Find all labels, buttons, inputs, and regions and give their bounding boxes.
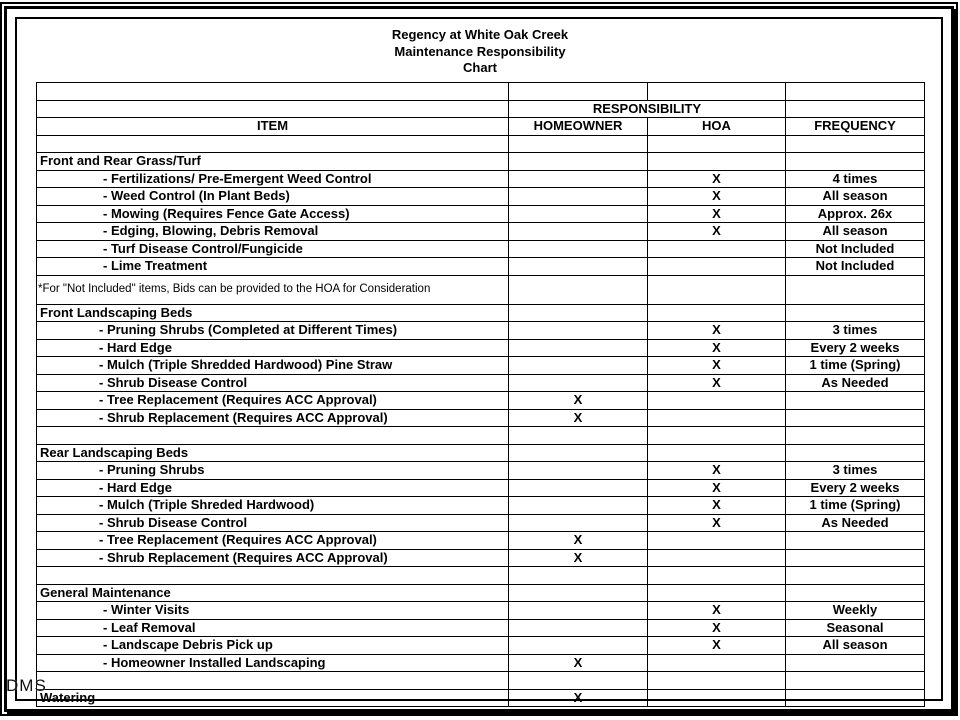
frequency-cell [786,392,925,410]
frequency-cell: Not Included [786,240,925,258]
hoa-cell [648,549,786,567]
item-cell: - Mulch (Triple Shredded Hardwood) Pine Straw [37,357,509,375]
table-row [37,497,925,515]
item-cell: - Weed Control (In Plant Beds) [37,188,509,206]
doc-title-line-1: Regency at White Oak Creek [391,27,569,42]
blank-row [37,427,925,445]
frequency-cell: As Needed [786,374,925,392]
homeowner-cell [509,374,648,392]
homeowner-cell [509,619,648,637]
homeowner-cell: X [509,409,648,427]
hoa-cell: X [648,339,786,357]
hoa-cell: X [648,637,786,655]
item-cell: - Shrub Replacement (Requires ACC Approval) [37,549,509,567]
homeowner-cell [509,479,648,497]
responsibility-header: RESPONSIBILITY [509,100,786,118]
item-cell: - Hard Edge [37,479,509,497]
section-title-turf: Front and Rear Grass/Turf [37,153,509,171]
table-row [37,637,925,655]
note-row [37,275,925,304]
item-cell: - Tree Replacement (Requires ACC Approval) [37,532,509,550]
table-row [37,357,925,375]
homeowner-cell [509,339,648,357]
blank-row [37,672,925,690]
item-cell: - Pruning Shrubs [37,462,509,480]
table-row [37,392,925,410]
frequency-cell: 3 times [786,322,925,340]
table-row [37,602,925,620]
hoa-cell: X [648,462,786,480]
doc-title-line-2: Maintenance Responsibility [394,44,566,59]
section-row [37,304,925,322]
frequency-cell: Weekly [786,602,925,620]
section-row [37,153,925,171]
homeowner-cell [509,205,648,223]
item-cell: - Mulch (Triple Shreded Hardwood) [37,497,509,515]
hoa-cell: X [648,497,786,515]
item-cell: - Shrub Disease Control [37,374,509,392]
homeowner-header: HOMEOWNER [509,118,648,136]
table-row [37,514,925,532]
frequency-cell: Seasonal [786,619,925,637]
table-row [37,409,925,427]
table-row [37,374,925,392]
hoa-cell: X [648,374,786,392]
homeowner-cell: X [509,392,648,410]
frequency-cell: 3 times [786,462,925,480]
homeowner-cell [509,188,648,206]
doc-title-line-3: Chart [463,60,497,75]
hoa-cell: X [648,619,786,637]
hoa-cell: X [648,514,786,532]
frequency-cell: 4 times [786,170,925,188]
frequency-cell [786,654,925,672]
hoa-cell: X [648,602,786,620]
homeowner-cell: X [509,532,648,550]
table-row [37,170,925,188]
item-cell: - Shrub Replacement (Requires ACC Approval) [37,409,509,427]
responsibility-table [36,82,925,707]
homeowner-cell [509,637,648,655]
homeowner-cell: X [509,549,648,567]
table-row [37,188,925,206]
frequency-cell: 1 time (Spring) [786,357,925,375]
table-row [37,322,925,340]
table-row [37,258,925,276]
section-title-rear-beds: Rear Landscaping Beds [37,444,509,462]
table-row [37,462,925,480]
table-row [37,654,925,672]
hoa-cell: X [648,170,786,188]
homeowner-cell [509,170,648,188]
homeowner-cell: X [509,654,648,672]
watering-item-cell: Watering [37,689,509,707]
table-row [37,689,925,707]
homeowner-cell [509,240,648,258]
homeowner-cell [509,497,648,515]
item-cell: - Fertilizations/ Pre-Emergent Weed Control [37,170,509,188]
hoa-cell [648,532,786,550]
table-row [37,619,925,637]
frequency-cell: All season [786,637,925,655]
homeowner-cell [509,223,648,241]
blank-row [37,567,925,585]
hoa-cell: X [648,223,786,241]
item-cell: - Mowing (Requires Fence Gate Access) [37,205,509,223]
item-cell: - Homeowner Installed Landscaping [37,654,509,672]
item-cell: - Leaf Removal [37,619,509,637]
frequency-cell: Not Included [786,258,925,276]
table-row [37,339,925,357]
item-cell: - Hard Edge [37,339,509,357]
frequency-cell [786,549,925,567]
item-cell: - Landscape Debris Pick up [37,637,509,655]
frequency-cell: All season [786,223,925,241]
item-cell: - Winter Visits [37,602,509,620]
hoa-cell [648,409,786,427]
hoa-cell [648,258,786,276]
header-row-columns [37,118,925,136]
table-row [37,549,925,567]
item-cell: - Edging, Blowing, Debris Removal [37,223,509,241]
hoa-cell [648,689,786,707]
frequency-cell: As Needed [786,514,925,532]
homeowner-cell [509,258,648,276]
hoa-header: HOA [648,118,786,136]
hoa-cell [648,654,786,672]
homeowner-cell [509,602,648,620]
hoa-cell: X [648,322,786,340]
frequency-cell [786,689,925,707]
section-row [37,444,925,462]
item-cell: - Turf Disease Control/Fungicide [37,240,509,258]
table-row [37,532,925,550]
watermark-text: DMS [6,676,47,695]
header-row-responsibility [37,100,925,118]
not-included-note: *For "Not Included" items, Bids can be provided to the HOA for Consideration [37,275,509,304]
homeowner-cell [509,357,648,375]
frequency-cell: Every 2 weeks [786,339,925,357]
section-title-general: General Maintenance [37,584,509,602]
item-cell: - Tree Replacement (Requires ACC Approval) [37,392,509,410]
item-header: ITEM [37,118,509,136]
item-cell: - Pruning Shrubs (Completed at Different Times) [37,322,509,340]
blank-row [37,83,925,101]
frequency-cell: 1 time (Spring) [786,497,925,515]
frequency-cell: Approx. 26x [786,205,925,223]
homeowner-cell [509,462,648,480]
frequency-header: FREQUENCY [786,118,925,136]
table-row [37,223,925,241]
frequency-cell: All season [786,188,925,206]
table-row [37,240,925,258]
frequency-cell [786,409,925,427]
table-row [37,205,925,223]
homeowner-cell [509,514,648,532]
item-cell: - Shrub Disease Control [37,514,509,532]
item-cell: - Lime Treatment [37,258,509,276]
homeowner-cell: X [509,689,648,707]
frequency-cell [786,532,925,550]
blank-row [37,135,925,153]
hoa-cell [648,392,786,410]
hoa-cell: X [648,188,786,206]
hoa-cell: X [648,357,786,375]
section-title-front-beds: Front Landscaping Beds [37,304,509,322]
hoa-cell [648,240,786,258]
hoa-cell: X [648,205,786,223]
section-row [37,584,925,602]
frequency-cell: Every 2 weeks [786,479,925,497]
homeowner-cell [509,322,648,340]
hoa-cell: X [648,479,786,497]
table-row [37,479,925,497]
